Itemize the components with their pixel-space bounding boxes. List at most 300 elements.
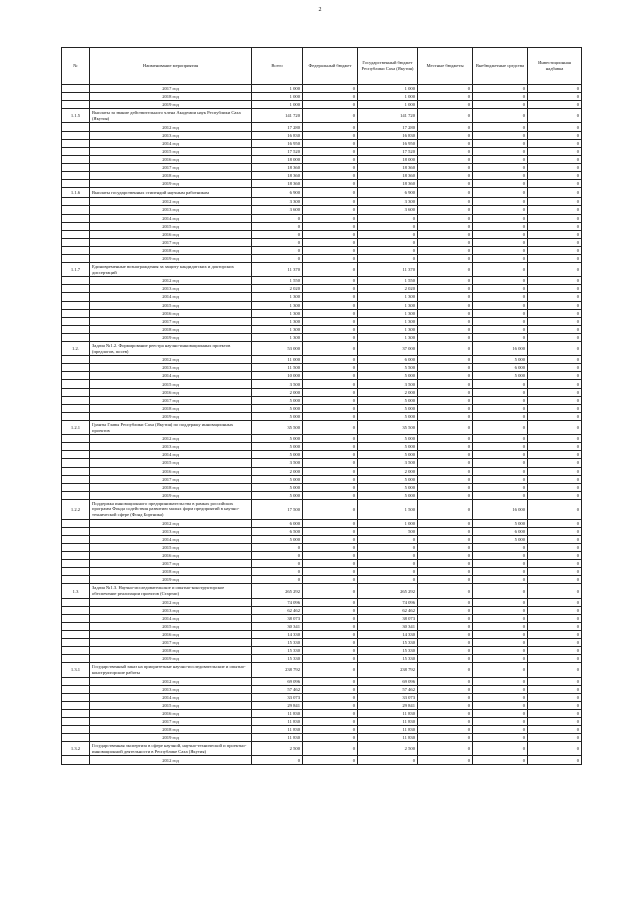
- cell-total: 1 000: [252, 101, 303, 109]
- cell-local: 0: [418, 639, 473, 647]
- cell-investment: 0: [528, 198, 582, 206]
- cell-extrabudgetary: 0: [473, 622, 528, 630]
- row-year: 2016 год: [90, 709, 252, 717]
- table-row-year: [62, 396, 582, 404]
- cell-investment: 0: [528, 396, 582, 404]
- cell-federal: 0: [303, 622, 358, 630]
- cell-total: 11 500: [252, 364, 303, 372]
- cell-federal: 0: [303, 404, 358, 412]
- row-code: [62, 139, 90, 147]
- cell-federal: 0: [303, 163, 358, 171]
- cell-state: 3 500: [358, 459, 418, 467]
- cell-federal: 0: [303, 301, 358, 309]
- cell-state: 15 330: [358, 639, 418, 647]
- row-code: [62, 147, 90, 155]
- cell-state: 5 000: [358, 451, 418, 459]
- cell-investment: 0: [528, 380, 582, 388]
- row-year: 2015 год: [90, 459, 252, 467]
- row-year: 2012 год: [90, 756, 252, 764]
- table-row-year: [62, 756, 582, 764]
- cell-local: 0: [418, 222, 473, 230]
- cell-state: 0: [358, 535, 418, 543]
- cell-state: 238 792: [358, 663, 418, 677]
- cell-local: 0: [418, 519, 473, 527]
- cell-extrabudgetary: 0: [473, 139, 528, 147]
- cell-state: 6 900: [358, 188, 418, 198]
- table-row-year: [62, 214, 582, 222]
- row-code: [62, 467, 90, 475]
- row-year: 2018 год: [90, 647, 252, 655]
- cell-federal: 0: [303, 519, 358, 527]
- table-row-year: [62, 655, 582, 663]
- cell-total: 15 330: [252, 655, 303, 663]
- cell-total: 0: [252, 560, 303, 568]
- cell-extrabudgetary: 0: [473, 639, 528, 647]
- cell-local: 0: [418, 568, 473, 576]
- cell-total: 18 000: [252, 155, 303, 163]
- cell-total: 74 096: [252, 598, 303, 606]
- cell-local: 0: [418, 293, 473, 301]
- row-code: [62, 655, 90, 663]
- cell-investment: 0: [528, 543, 582, 551]
- cell-state: 33 073: [358, 693, 418, 701]
- cell-investment: 0: [528, 499, 582, 519]
- cell-investment: 0: [528, 606, 582, 614]
- row-year: 2019 год: [90, 576, 252, 584]
- table-row-year: [62, 483, 582, 491]
- cell-state: 69 096: [358, 677, 418, 685]
- cell-total: 18 360: [252, 163, 303, 171]
- cell-state: 0: [358, 230, 418, 238]
- cell-investment: 0: [528, 451, 582, 459]
- cell-state: 62 462: [358, 606, 418, 614]
- header-extrabudgetary-funds: Внебюджетные средства: [473, 48, 528, 85]
- cell-federal: 0: [303, 325, 358, 333]
- row-code: [62, 380, 90, 388]
- cell-state: 2 000: [358, 467, 418, 475]
- cell-extrabudgetary: 0: [473, 693, 528, 701]
- row-code: [62, 163, 90, 171]
- cell-federal: 0: [303, 568, 358, 576]
- cell-state: 17 280: [358, 123, 418, 131]
- cell-extrabudgetary: 0: [473, 396, 528, 404]
- cell-local: 0: [418, 598, 473, 606]
- cell-local: 0: [418, 701, 473, 709]
- table-row-group: [62, 584, 582, 598]
- cell-investment: 0: [528, 364, 582, 372]
- cell-local: 0: [418, 356, 473, 364]
- cell-federal: 0: [303, 101, 358, 109]
- table-row-year: [62, 147, 582, 155]
- cell-federal: 0: [303, 230, 358, 238]
- table-row-group: [62, 663, 582, 677]
- cell-state: 3 300: [358, 198, 418, 206]
- cell-local: 0: [418, 614, 473, 622]
- cell-federal: 0: [303, 655, 358, 663]
- cell-investment: 0: [528, 372, 582, 380]
- cell-total: 5 000: [252, 483, 303, 491]
- cell-total: 0: [252, 756, 303, 764]
- cell-total: 1 000: [252, 85, 303, 93]
- cell-federal: 0: [303, 443, 358, 451]
- row-code: [62, 568, 90, 576]
- cell-state: 0: [358, 246, 418, 254]
- row-code: [62, 701, 90, 709]
- row-year: 2014 год: [90, 535, 252, 543]
- row-code: 1.1.5: [62, 109, 90, 123]
- row-year: 2012 год: [90, 598, 252, 606]
- cell-state: 265 292: [358, 584, 418, 598]
- cell-extrabudgetary: 0: [473, 333, 528, 341]
- cell-local: 0: [418, 147, 473, 155]
- row-code: 1.3.1: [62, 663, 90, 677]
- row-code: [62, 85, 90, 93]
- cell-extrabudgetary: 0: [473, 301, 528, 309]
- row-code: [62, 560, 90, 568]
- cell-federal: 0: [303, 293, 358, 301]
- cell-total: 53 000: [252, 342, 303, 356]
- row-code: 1.1.6: [62, 188, 90, 198]
- row-year: 2019 год: [90, 333, 252, 341]
- budget-table: [61, 47, 582, 765]
- cell-investment: 0: [528, 734, 582, 742]
- cell-investment: 0: [528, 459, 582, 467]
- row-code: [62, 519, 90, 527]
- row-year: 2015 год: [90, 147, 252, 155]
- cell-state: 1 000: [358, 93, 418, 101]
- cell-investment: 0: [528, 475, 582, 483]
- cell-state: 1 550: [358, 277, 418, 285]
- cell-federal: 0: [303, 598, 358, 606]
- cell-investment: 0: [528, 685, 582, 693]
- table-row-year: [62, 412, 582, 420]
- cell-local: 0: [418, 491, 473, 499]
- table-row-year: [62, 726, 582, 734]
- table-row-year: [62, 180, 582, 188]
- cell-extrabudgetary: 0: [473, 443, 528, 451]
- cell-investment: 0: [528, 147, 582, 155]
- cell-total: 18 360: [252, 172, 303, 180]
- cell-state: 17 520: [358, 147, 418, 155]
- table-row-year: [62, 101, 582, 109]
- table-row-year: [62, 254, 582, 262]
- row-year: 2016 год: [90, 388, 252, 396]
- cell-local: 0: [418, 451, 473, 459]
- table-row-year: [62, 317, 582, 325]
- cell-investment: 0: [528, 254, 582, 262]
- row-year: 2017 год: [90, 317, 252, 325]
- cell-investment: 0: [528, 131, 582, 139]
- row-code: [62, 543, 90, 551]
- table-row-year: [62, 598, 582, 606]
- cell-investment: 0: [528, 238, 582, 246]
- row-code: [62, 693, 90, 701]
- cell-federal: 0: [303, 333, 358, 341]
- cell-local: 0: [418, 238, 473, 246]
- table-row-group: [62, 342, 582, 356]
- row-year: 2012 год: [90, 519, 252, 527]
- cell-federal: 0: [303, 663, 358, 677]
- row-year: 2019 год: [90, 734, 252, 742]
- cell-investment: 0: [528, 214, 582, 222]
- cell-state: 16 830: [358, 131, 418, 139]
- cell-investment: 0: [528, 85, 582, 93]
- cell-extrabudgetary: 0: [473, 630, 528, 638]
- cell-local: 0: [418, 435, 473, 443]
- cell-local: 0: [418, 263, 473, 277]
- cell-total: 62 462: [252, 606, 303, 614]
- cell-extrabudgetary: 0: [473, 254, 528, 262]
- cell-investment: 0: [528, 420, 582, 434]
- cell-investment: 0: [528, 109, 582, 123]
- cell-local: 0: [418, 309, 473, 317]
- cell-investment: 0: [528, 101, 582, 109]
- row-year: 2015 год: [90, 380, 252, 388]
- table-row-year: [62, 709, 582, 717]
- cell-investment: 0: [528, 527, 582, 535]
- table-row-year: [62, 677, 582, 685]
- table-row-year: [62, 451, 582, 459]
- cell-investment: 0: [528, 491, 582, 499]
- table-row-year: [62, 404, 582, 412]
- cell-state: 5 000: [358, 483, 418, 491]
- cell-extrabudgetary: 0: [473, 163, 528, 171]
- cell-local: 0: [418, 333, 473, 341]
- cell-federal: 0: [303, 693, 358, 701]
- cell-total: 5 000: [252, 443, 303, 451]
- cell-investment: 0: [528, 483, 582, 491]
- cell-state: 1 000: [358, 85, 418, 93]
- cell-extrabudgetary: 0: [473, 180, 528, 188]
- cell-federal: 0: [303, 709, 358, 717]
- cell-investment: 0: [528, 139, 582, 147]
- cell-local: 0: [418, 412, 473, 420]
- row-year: 2017 год: [90, 238, 252, 246]
- cell-extrabudgetary: 0: [473, 435, 528, 443]
- cell-federal: 0: [303, 451, 358, 459]
- cell-total: 5 000: [252, 535, 303, 543]
- table-row-year: [62, 527, 582, 535]
- cell-total: 15 330: [252, 647, 303, 655]
- cell-local: 0: [418, 139, 473, 147]
- cell-extrabudgetary: 0: [473, 172, 528, 180]
- row-code: [62, 230, 90, 238]
- header-investment-surcharge: Инвестиционная надбавка: [528, 48, 582, 85]
- table-row-year: [62, 198, 582, 206]
- row-code: [62, 222, 90, 230]
- cell-state: 0: [358, 214, 418, 222]
- row-code: [62, 606, 90, 614]
- cell-total: 11 830: [252, 726, 303, 734]
- cell-total: 57 462: [252, 685, 303, 693]
- row-code: [62, 756, 90, 764]
- row-code: 1.2.1: [62, 420, 90, 434]
- cell-total: 15 330: [252, 639, 303, 647]
- cell-federal: 0: [303, 420, 358, 434]
- cell-local: 0: [418, 180, 473, 188]
- cell-investment: 0: [528, 188, 582, 198]
- cell-investment: 0: [528, 443, 582, 451]
- cell-extrabudgetary: 0: [473, 263, 528, 277]
- cell-total: 33 073: [252, 693, 303, 701]
- cell-extrabudgetary: 0: [473, 325, 528, 333]
- cell-federal: 0: [303, 147, 358, 155]
- cell-extrabudgetary: 0: [473, 188, 528, 198]
- row-code: [62, 412, 90, 420]
- cell-local: 0: [418, 552, 473, 560]
- cell-total: 5 000: [252, 396, 303, 404]
- row-code: [62, 123, 90, 131]
- cell-state: 0: [358, 756, 418, 764]
- row-code: 1.2.2: [62, 499, 90, 519]
- row-year: 2018 год: [90, 93, 252, 101]
- row-year: 2014 год: [90, 214, 252, 222]
- cell-federal: 0: [303, 155, 358, 163]
- table-row-year: [62, 622, 582, 630]
- cell-state: 11 830: [358, 726, 418, 734]
- cell-state: 74 096: [358, 598, 418, 606]
- cell-federal: 0: [303, 435, 358, 443]
- cell-state: 15 330: [358, 655, 418, 663]
- cell-total: 3 500: [252, 459, 303, 467]
- row-code: [62, 277, 90, 285]
- row-year: 2017 год: [90, 163, 252, 171]
- cell-extrabudgetary: 0: [473, 155, 528, 163]
- row-code: [62, 333, 90, 341]
- cell-extrabudgetary: 0: [473, 109, 528, 123]
- row-year: 2018 год: [90, 726, 252, 734]
- row-code: [62, 293, 90, 301]
- cell-federal: 0: [303, 742, 358, 756]
- row-code: [62, 726, 90, 734]
- cell-extrabudgetary: 0: [473, 718, 528, 726]
- cell-federal: 0: [303, 372, 358, 380]
- cell-investment: 0: [528, 206, 582, 214]
- table-row-year: [62, 356, 582, 364]
- row-year: 2016 год: [90, 155, 252, 163]
- cell-state: 0: [358, 222, 418, 230]
- row-code: [62, 576, 90, 584]
- cell-total: 5 000: [252, 435, 303, 443]
- cell-state: 1 000: [358, 519, 418, 527]
- cell-federal: 0: [303, 180, 358, 188]
- cell-total: 0: [252, 254, 303, 262]
- cell-federal: 0: [303, 726, 358, 734]
- cell-local: 0: [418, 317, 473, 325]
- table-row-year: [62, 206, 582, 214]
- cell-extrabudgetary: 0: [473, 277, 528, 285]
- row-code: [62, 527, 90, 535]
- table-row-year: [62, 277, 582, 285]
- row-year: 2017 год: [90, 639, 252, 647]
- cell-investment: 0: [528, 230, 582, 238]
- cell-local: 0: [418, 198, 473, 206]
- cell-investment: 0: [528, 726, 582, 734]
- cell-investment: 0: [528, 693, 582, 701]
- row-year: 2012 год: [90, 123, 252, 131]
- cell-extrabudgetary: 0: [473, 131, 528, 139]
- table-row-year: [62, 647, 582, 655]
- row-code: 1.2.: [62, 342, 90, 356]
- cell-local: 0: [418, 527, 473, 535]
- cell-total: 6 500: [252, 527, 303, 535]
- row-activity-name: Единовременные вознаграждения за защиту кандидатских и докторских диссертаций: [90, 263, 252, 277]
- cell-investment: 0: [528, 263, 582, 277]
- cell-federal: 0: [303, 412, 358, 420]
- cell-local: 0: [418, 206, 473, 214]
- cell-total: 35 500: [252, 420, 303, 434]
- row-year: 2016 год: [90, 552, 252, 560]
- cell-extrabudgetary: 0: [473, 222, 528, 230]
- cell-investment: 0: [528, 246, 582, 254]
- cell-extrabudgetary: 0: [473, 576, 528, 584]
- row-year: 2019 год: [90, 412, 252, 420]
- cell-local: 0: [418, 606, 473, 614]
- cell-federal: 0: [303, 630, 358, 638]
- cell-extrabudgetary: 0: [473, 459, 528, 467]
- cell-federal: 0: [303, 238, 358, 246]
- table-row-year: [62, 535, 582, 543]
- cell-state: 11 370: [358, 263, 418, 277]
- cell-federal: 0: [303, 527, 358, 535]
- row-year: 2012 год: [90, 356, 252, 364]
- cell-extrabudgetary: 0: [473, 483, 528, 491]
- cell-investment: 0: [528, 222, 582, 230]
- table-row-year: [62, 293, 582, 301]
- table-row-year: [62, 701, 582, 709]
- row-year: 2015 год: [90, 622, 252, 630]
- cell-total: 265 292: [252, 584, 303, 598]
- cell-state: 1 300: [358, 333, 418, 341]
- row-activity-name: Выплаты государственных стипендий научным работникам: [90, 188, 252, 198]
- cell-investment: 0: [528, 325, 582, 333]
- header-total: Всего: [252, 48, 303, 85]
- cell-extrabudgetary: 0: [473, 552, 528, 560]
- table-row-group: [62, 742, 582, 756]
- cell-local: 0: [418, 277, 473, 285]
- cell-extrabudgetary: 0: [473, 93, 528, 101]
- row-code: [62, 685, 90, 693]
- cell-total: 2 020: [252, 285, 303, 293]
- table-row-year: [62, 380, 582, 388]
- cell-total: 14 330: [252, 630, 303, 638]
- row-year: 2016 год: [90, 309, 252, 317]
- cell-state: 35 500: [358, 420, 418, 434]
- row-code: [62, 552, 90, 560]
- cell-total: 1 300: [252, 325, 303, 333]
- cell-local: 0: [418, 630, 473, 638]
- cell-total: 6 000: [252, 519, 303, 527]
- cell-state: 1 300: [358, 309, 418, 317]
- cell-investment: 0: [528, 93, 582, 101]
- cell-local: 0: [418, 214, 473, 222]
- row-code: [62, 285, 90, 293]
- cell-state: 11 830: [358, 734, 418, 742]
- row-code: [62, 206, 90, 214]
- cell-state: 2 020: [358, 285, 418, 293]
- cell-extrabudgetary: 5 000: [473, 372, 528, 380]
- cell-investment: 0: [528, 677, 582, 685]
- cell-investment: 0: [528, 622, 582, 630]
- cell-extrabudgetary: 5 000: [473, 519, 528, 527]
- row-year: 2019 год: [90, 101, 252, 109]
- row-code: [62, 372, 90, 380]
- cell-local: 0: [418, 123, 473, 131]
- cell-state: 29 841: [358, 701, 418, 709]
- cell-extrabudgetary: 0: [473, 598, 528, 606]
- cell-federal: 0: [303, 285, 358, 293]
- cell-state: 0: [358, 576, 418, 584]
